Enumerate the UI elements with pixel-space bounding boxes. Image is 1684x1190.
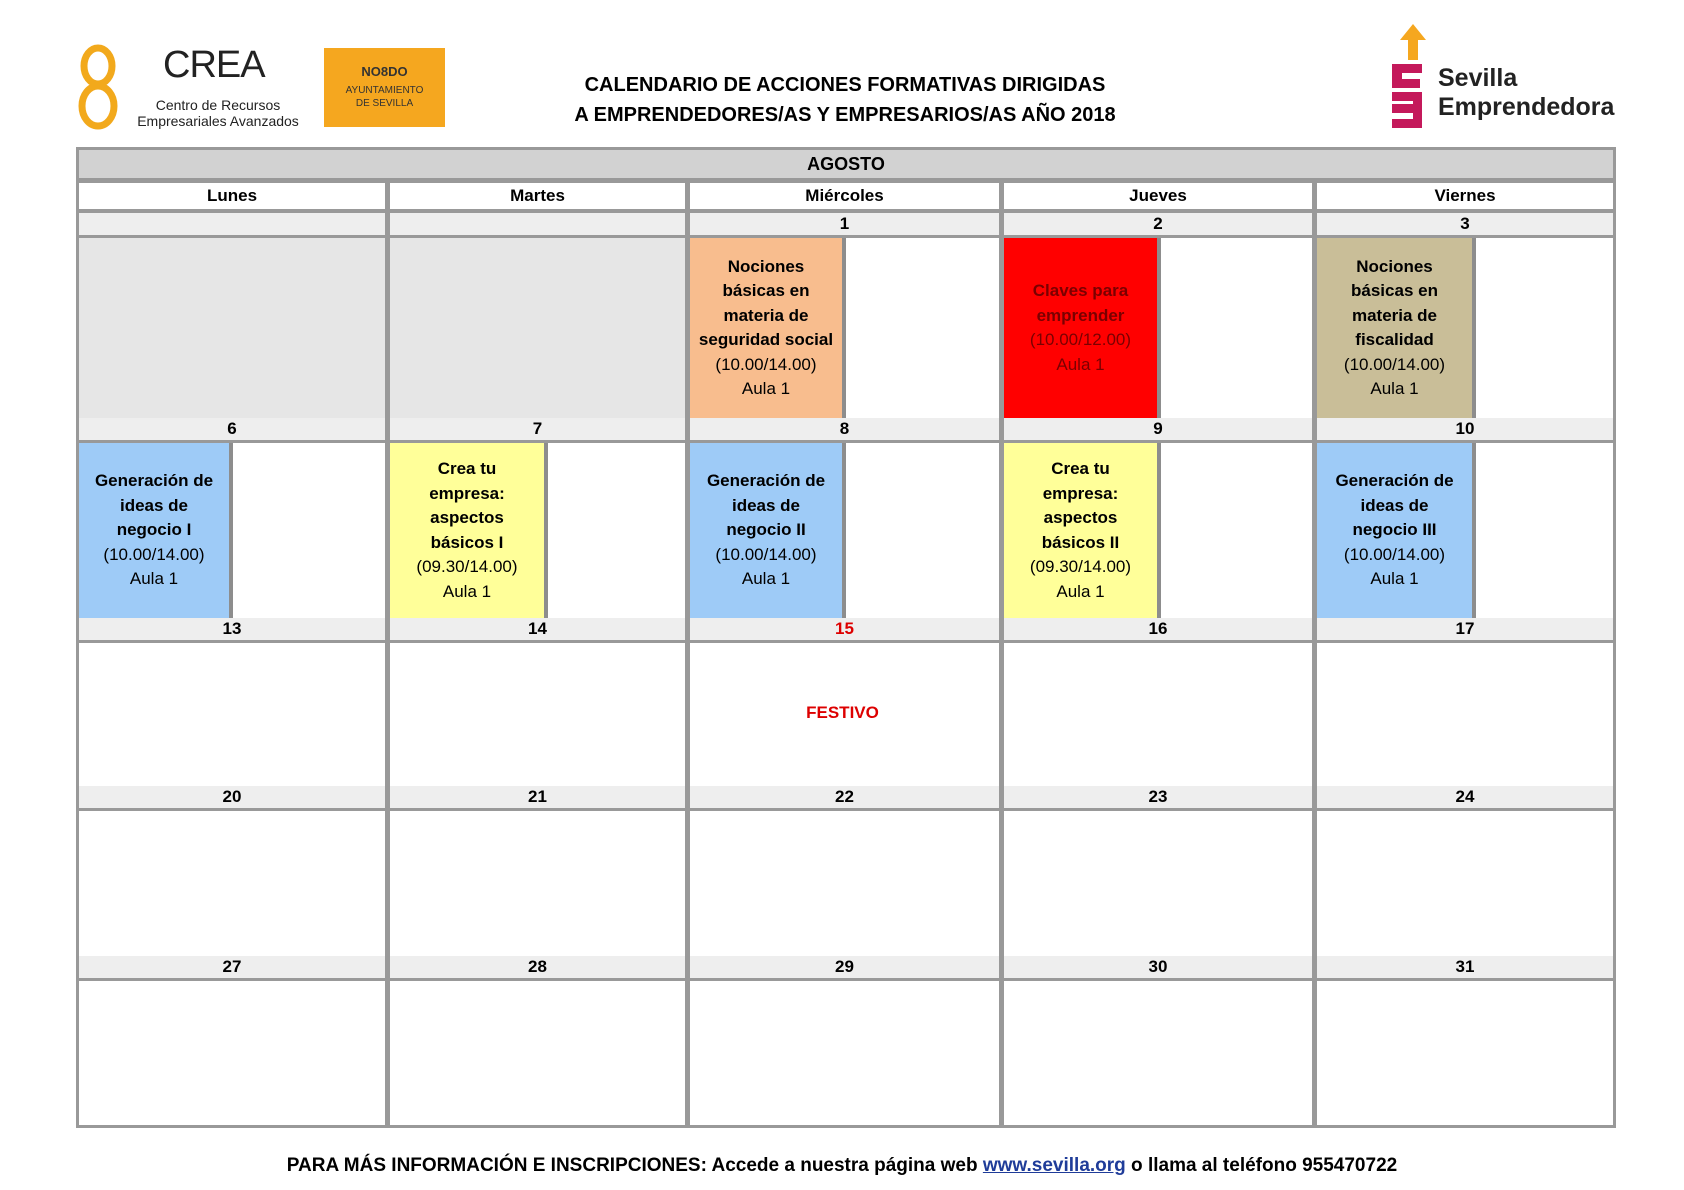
day-number: 15 [690, 618, 999, 640]
day-cell [390, 643, 685, 786]
footer-suffix: o llama al teléfono 955470722 [1125, 1155, 1398, 1176]
day-number: 2 [1004, 213, 1312, 235]
course-event-divider [1472, 238, 1476, 418]
day-cell [1004, 811, 1312, 956]
course-event[interactable] [79, 443, 229, 618]
course-room: Aula 1 [1370, 569, 1419, 589]
course-time: (10.00/12.00) [1029, 330, 1132, 349]
day-number: 24 [1317, 786, 1613, 808]
crea-logo-mark [78, 44, 118, 130]
course-title-line: Generación de [94, 471, 214, 491]
course-title-line: básicos I [430, 532, 504, 552]
ayuntamiento-logo-word: NO8DO [361, 64, 408, 79]
course-title-line: fiscalidad [1355, 330, 1434, 349]
day-number: 27 [79, 956, 385, 978]
course-event-divider [1472, 443, 1476, 618]
course-title-line: negocio II [726, 520, 806, 540]
course-event[interactable] [1004, 238, 1157, 418]
course-title-line: aspectos [430, 508, 504, 527]
course-room: Aula 1 [741, 569, 791, 589]
course-time: (10.00/14.00) [715, 544, 817, 564]
weekday-header: Miércoles [690, 183, 999, 209]
course-event[interactable] [1317, 238, 1472, 418]
empty-day-cell [390, 238, 685, 418]
course-time: (09.30/14.00) [1029, 557, 1132, 576]
course-title-line: materia de [723, 305, 809, 325]
crea-logo-subtitle-line1: Centro de Recursos [155, 97, 281, 113]
course-event-divider [544, 443, 548, 618]
course-event[interactable] [690, 238, 842, 418]
day-number: 10 [1317, 418, 1613, 440]
course-event[interactable] [1004, 443, 1157, 618]
course-time: (10.00/14.00) [103, 544, 205, 564]
course-title-line: empresa: [1042, 483, 1119, 503]
course-title-line: básicas en [722, 281, 810, 300]
course-room: Aula 1 [1056, 354, 1105, 374]
page-title-line2: A EMPRENDEDORES/AS Y EMPRESARIOS/AS AÑO 2018 [574, 104, 1116, 126]
course-time: (09.30/14.00) [416, 557, 518, 576]
course-event-divider [229, 443, 233, 618]
course-time: (10.00/14.00) [715, 354, 817, 374]
course-title-line: negocio III [1352, 520, 1437, 540]
day-number: 23 [1004, 786, 1312, 808]
course-time: (10.00/14.00) [1343, 354, 1446, 374]
course-event-divider [842, 443, 846, 618]
course-title-line: negocio I [116, 520, 192, 540]
course-title-line: emprender [1036, 305, 1125, 325]
day-number: 13 [79, 618, 385, 640]
course-title-line: Crea tu [1051, 459, 1110, 478]
course-title-line: Nociones [1356, 256, 1433, 276]
sevilla-emprendedora-logo-line2: Emprendedora [1438, 93, 1615, 121]
day-number: 29 [690, 956, 999, 978]
day-number [79, 213, 385, 235]
day-number [390, 213, 685, 235]
course-title-line: ideas de [731, 495, 801, 515]
day-number: 21 [390, 786, 685, 808]
day-number: 22 [690, 786, 999, 808]
day-cell [690, 811, 999, 956]
day-number: 28 [390, 956, 685, 978]
day-number: 3 [1317, 213, 1613, 235]
day-cell [390, 981, 685, 1125]
course-title-line: Generación de [1335, 471, 1454, 491]
holiday-label: FESTIVO [806, 703, 879, 722]
course-title-line: Nociones [727, 256, 805, 276]
course-title-line: Generación de [706, 471, 826, 491]
day-number: 1 [690, 213, 999, 235]
course-event-divider [1157, 443, 1161, 618]
course-title-line: ideas de [1360, 495, 1429, 515]
course-title-line: Claves para [1032, 281, 1129, 300]
sevilla-emprendedora-logo-line1: Sevilla [1438, 64, 1518, 92]
course-title-line: empresa: [429, 483, 505, 503]
day-number: 8 [690, 418, 999, 440]
day-number: 31 [1317, 956, 1613, 978]
course-room: Aula 1 [129, 569, 179, 589]
course-title-line: básicas en [1351, 281, 1438, 300]
day-number: 16 [1004, 618, 1312, 640]
course-title-line: aspectos [1043, 508, 1118, 527]
ayuntamiento-logo-line1: AYUNTAMIENTO [345, 85, 424, 96]
weekday-header: Jueves [1004, 183, 1312, 209]
course-title-line: Crea tu [437, 459, 497, 478]
course-event[interactable] [390, 443, 544, 618]
course-event-divider [1157, 238, 1161, 418]
footer-prefix: PARA MÁS INFORMACIÓN E INSCRIPCIONES: Accede a nuestra página web [286, 1155, 983, 1176]
weekday-header: Lunes [79, 183, 385, 209]
course-event-divider [842, 238, 846, 418]
weekday-header: Martes [390, 183, 685, 209]
day-number: 14 [390, 618, 685, 640]
course-title-line: básicos II [1041, 532, 1120, 552]
day-number: 30 [1004, 956, 1312, 978]
day-cell [79, 981, 385, 1125]
website-link[interactable]: www.sevilla.org [982, 1155, 1126, 1176]
day-number: 7 [390, 418, 685, 440]
empty-day-cell [79, 238, 385, 418]
day-cell [1317, 811, 1613, 956]
day-cell [1317, 643, 1613, 786]
day-cell [1004, 981, 1312, 1125]
page-title-line1: CALENDARIO DE ACCIONES FORMATIVAS DIRIGIDAS [584, 74, 1106, 96]
course-title-line: ideas de [119, 495, 189, 515]
day-cell [690, 981, 999, 1125]
day-cell [79, 811, 385, 956]
course-title-line: seguridad social [698, 330, 834, 349]
footer-info [0, 1155, 1684, 1177]
course-room: Aula 1 [1056, 581, 1105, 601]
weekday-header: Viernes [1317, 183, 1613, 209]
day-cell [1004, 643, 1312, 786]
day-number: 6 [79, 418, 385, 440]
course-event[interactable] [690, 443, 842, 618]
day-number: 20 [79, 786, 385, 808]
sevilla-emprendedora-logo-mark [1388, 24, 1438, 128]
calendar-month-title: AGOSTO [79, 150, 1613, 178]
crea-logo-subtitle-line2: Empresariales Avanzados [137, 113, 299, 129]
day-number: 17 [1317, 618, 1613, 640]
course-event[interactable] [1317, 443, 1472, 618]
ayuntamiento-logo-line2: DE SEVILLA [355, 98, 414, 109]
day-cell [79, 643, 385, 786]
crea-logo-title: CREA [163, 44, 265, 86]
course-time: (10.00/14.00) [1343, 544, 1446, 564]
course-room: Aula 1 [741, 379, 791, 398]
day-cell [390, 811, 685, 956]
day-number: 9 [1004, 418, 1312, 440]
course-room: Aula 1 [1370, 379, 1419, 398]
course-room: Aula 1 [442, 581, 492, 601]
course-title-line: materia de [1351, 305, 1438, 325]
day-cell [1317, 981, 1613, 1125]
